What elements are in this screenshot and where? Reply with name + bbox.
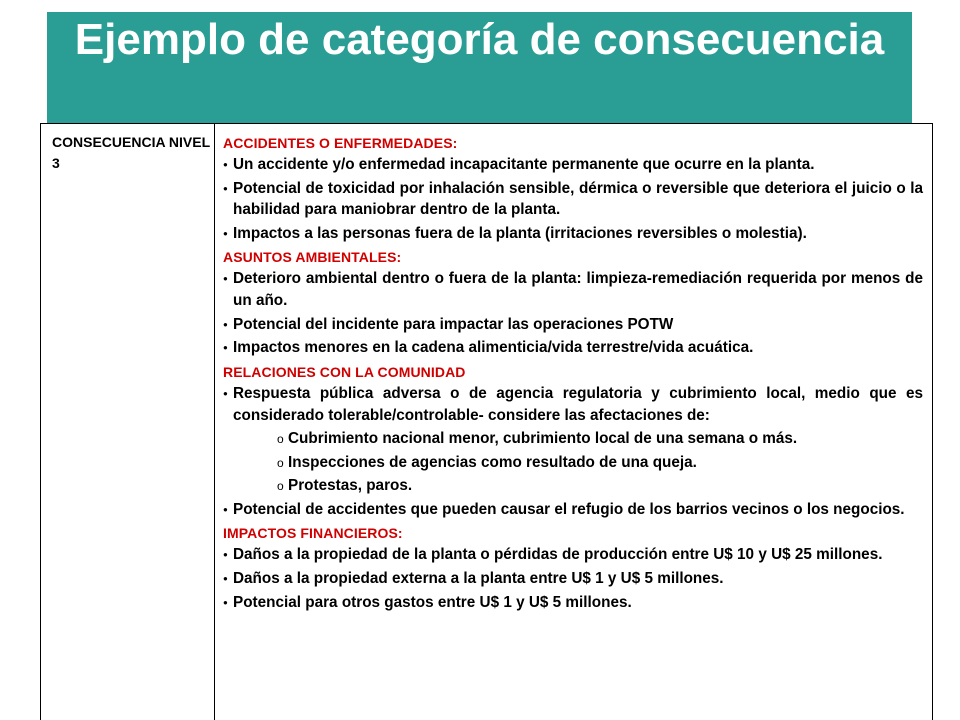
section-heading: RELACIONES CON LA COMUNIDAD: [223, 363, 466, 380]
list-item-text: Daños a la propiedad externa a la planta entre U$ 1 y U$ 5 millones.: [233, 569, 724, 587]
level-label: CONSECUENCIA NIVEL 3: [52, 134, 210, 171]
list-item: [223, 154, 923, 178]
section-heading: ACCIDENTES O ENFERMEDADES:: [223, 135, 458, 151]
list-item-text: Potencial de accidentes que pueden causar el refugio de los barrios vecinos o los negocios.: [233, 500, 905, 518]
list-item-text: Potencial para otros gastos entre U$ 1 y U$ 5 millones.: [233, 593, 632, 611]
sub-list-item: [223, 475, 923, 499]
sub-list-item-text: Inspecciones de agencias como resultado de una queja.: [288, 453, 697, 471]
list-item: [223, 592, 923, 616]
open-circle-icon: o: [277, 479, 284, 494]
sub-list-item: [223, 452, 923, 476]
consequence-table: [40, 123, 933, 720]
list-item-text: Un accidente y/o enfermedad incapacitante permanente que ocurre en la planta.: [233, 156, 815, 173]
list-item: [223, 544, 923, 568]
bullet-dot-icon: ●: [223, 343, 228, 353]
slide-title: Ejemplo de categoría de consecuencia: [74, 15, 885, 64]
bullet-dot-icon: ●: [223, 597, 228, 607]
list-item: [223, 178, 923, 223]
bullet-dot-icon: ●: [223, 319, 228, 329]
list-item: [223, 337, 923, 361]
list-item: [223, 314, 923, 338]
bullet-dot-icon: ●: [223, 160, 228, 169]
list-item-text: Impactos menores en la cadena alimenticia/vida terrestre/vida acuática.: [233, 339, 754, 357]
list-item: [223, 268, 923, 313]
list-item-text: Respuesta pública adversa o de agencia regulatoria y cubrimiento local, medio que es considerado tolerable/controlable- considere las afectaciones de:: [233, 384, 923, 424]
bullet-dot-icon: ●: [223, 274, 228, 284]
description-cell: [215, 124, 932, 720]
list-item: [223, 499, 923, 523]
list-item-text: Potencial del incidente para impactar las operaciones POTW: [233, 315, 674, 333]
bullet-dot-icon: ●: [223, 183, 228, 193]
list-item-text: Daños a la propiedad de la planta o pérdidas de producción entre U$ 10 y U$ 25 millones.: [233, 546, 883, 564]
section-heading: ASUNTOS AMBIENTALES:: [223, 249, 402, 266]
list-item: [223, 568, 923, 592]
bullet-dot-icon: ●: [223, 228, 228, 238]
sub-list-item: [223, 428, 923, 452]
list-item-text: Impactos a las personas fuera de la planta (irritaciones reversibles o molestia).: [233, 224, 807, 242]
bullet-dot-icon: ●: [223, 573, 228, 583]
list-item-text: Deterioro ambiental dentro o fuera de la planta: limpieza-remediación requerida por menos de un año.: [233, 270, 923, 310]
bullet-dot-icon: ●: [223, 504, 228, 514]
list-item: [223, 223, 923, 247]
section-heading: IMPACTOS FINANCIEROS:: [223, 525, 403, 542]
list-item: [223, 383, 923, 428]
open-circle-icon: o: [277, 431, 284, 446]
sub-list-item-text: Cubrimiento nacional menor, cubrimiento local de una semana o más.: [288, 429, 798, 447]
sub-list-item-text: Protestas, paros.: [288, 477, 413, 495]
list-item-text: Potencial de toxicidad por inhalación sensible, dérmica o reversible que deteriora el juicio o la habilidad para maniobrar dentro de la planta.: [233, 179, 923, 219]
level-cell: [41, 124, 215, 720]
open-circle-icon: o: [277, 455, 284, 470]
bullet-dot-icon: ●: [223, 550, 228, 560]
bullet-dot-icon: ●: [223, 388, 228, 398]
